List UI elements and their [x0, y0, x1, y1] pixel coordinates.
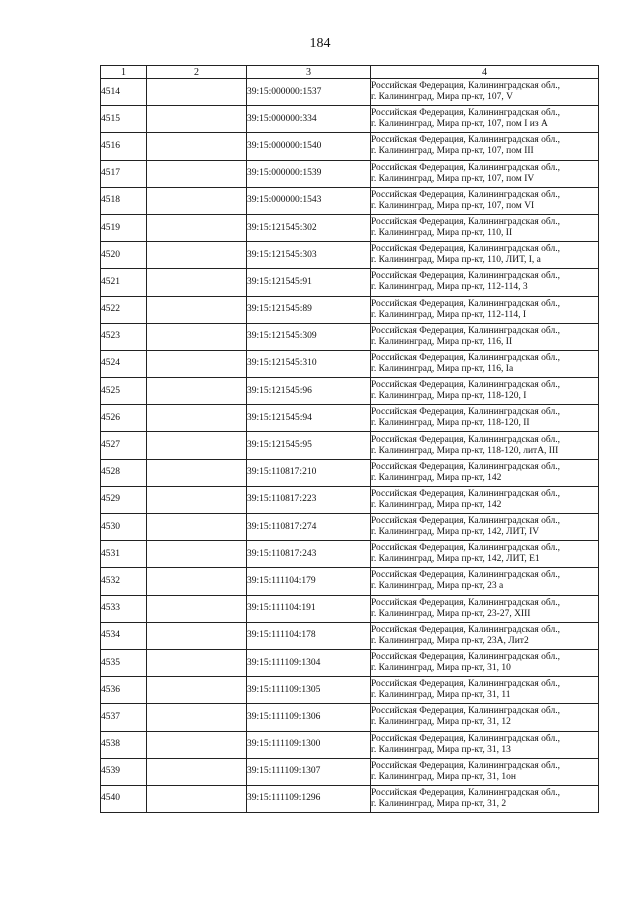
cadastral-number-cell: 39:15:121545:310: [247, 350, 371, 377]
address-line-2: г. Калининград, Мира пр-кт, 118-120, литА, III: [371, 445, 559, 456]
address-line-1: Российская Федерация, Калининградская обл.,: [371, 244, 560, 255]
cadastral-number-cell: 39:15:000000:334: [247, 106, 371, 133]
column-2-cell: [147, 459, 247, 486]
address-line-1: Российская Федерация, Калининградская обл.,: [371, 488, 560, 499]
address-line-1: Российская Федерация, Калининградская обл.,: [371, 352, 560, 363]
address-line-2: г. Калининград, Мира пр-кт, 31, 11: [371, 690, 511, 701]
table-row: [101, 323, 599, 350]
table-row: [101, 514, 599, 541]
address-line-2: г. Калининград, Мира пр-кт, 107, пом I из А: [371, 119, 548, 130]
address-line-2: г. Калининград, Мира пр-кт, 107, пом VI: [371, 200, 535, 211]
address-line-1: Российская Федерация, Калининградская обл.,: [371, 570, 560, 581]
address-line-2: г. Калининград, Мира пр-кт, 31, 13: [371, 744, 511, 755]
row-number-cell: 4524: [101, 350, 147, 377]
cadastral-number-cell: 39:15:000000:1540: [247, 133, 371, 160]
row-number-cell: 4516: [101, 133, 147, 160]
column-2-cell: [147, 133, 247, 160]
table-row: [101, 133, 599, 160]
column-2-cell: [147, 568, 247, 595]
header-cell-4: 4: [371, 66, 599, 79]
address-cell: [371, 541, 599, 568]
row-number-cell: 4532: [101, 568, 147, 595]
column-2-cell: [147, 541, 247, 568]
cadastral-number-cell: 39:15:111104:191: [247, 595, 371, 622]
row-number-cell: 4521: [101, 269, 147, 296]
column-2-cell: [147, 432, 247, 459]
column-2-cell: [147, 242, 247, 269]
table-row: [101, 568, 599, 595]
header-row: [101, 66, 599, 79]
row-number-cell: 4518: [101, 187, 147, 214]
column-2-cell: [147, 405, 247, 432]
address-line-1: Российская Федерация, Калининградская обл.,: [371, 189, 560, 200]
address-cell: [371, 785, 599, 812]
column-2-cell: [147, 704, 247, 731]
address-line-2: г. Калининград, Мира пр-кт, 112-114, 3: [371, 282, 528, 293]
cadastral-number-cell: 39:15:111104:178: [247, 622, 371, 649]
table-row: [101, 378, 599, 405]
address-line-2: г. Калининград, Мира пр-кт, 107, пом III: [371, 146, 534, 157]
table-row: [101, 160, 599, 187]
address-line-2: г. Калининград, Мира пр-кт, 116, II: [371, 336, 513, 347]
cadastral-number-cell: 39:15:121545:94: [247, 405, 371, 432]
cadastral-number-cell: 39:15:121545:89: [247, 296, 371, 323]
address-cell: [371, 405, 599, 432]
address-line-1: Российская Федерация, Калининградская обл.,: [371, 81, 560, 92]
cadastral-number-cell: 39:15:111109:1296: [247, 785, 371, 812]
row-number-cell: 4536: [101, 677, 147, 704]
row-number-cell: 4526: [101, 405, 147, 432]
row-number-cell: 4537: [101, 704, 147, 731]
address-line-2: г. Калининград, Мира пр-кт, 31, 1он: [371, 771, 516, 782]
cadastral-number-cell: 39:15:121545:95: [247, 432, 371, 459]
column-2-cell: [147, 79, 247, 106]
address-line-2: г. Калининград, Мира пр-кт, 142, ЛИТ, Е1: [371, 554, 540, 565]
row-number-cell: 4525: [101, 378, 147, 405]
address-line-1: Российская Федерация, Калининградская обл.,: [371, 652, 560, 663]
address-cell: [371, 79, 599, 106]
column-2-cell: [147, 731, 247, 758]
row-number-cell: 4534: [101, 622, 147, 649]
header-cell-2: 2: [147, 66, 247, 79]
cadastral-number-cell: 39:15:110817:210: [247, 459, 371, 486]
table-row: [101, 677, 599, 704]
cadastral-number-cell: 39:15:110817:274: [247, 514, 371, 541]
address-cell: [371, 106, 599, 133]
row-number-cell: 4517: [101, 160, 147, 187]
cadastral-number-cell: 39:15:121545:302: [247, 214, 371, 241]
column-2-cell: [147, 187, 247, 214]
table-body: [101, 79, 599, 813]
address-cell: [371, 514, 599, 541]
address-line-2: г. Калининград, Мира пр-кт, 23 а: [371, 581, 504, 592]
row-number-cell: 4527: [101, 432, 147, 459]
cadastral-number-cell: 39:15:000000:1537: [247, 79, 371, 106]
address-cell: [371, 296, 599, 323]
address-line-1: Российская Федерация, Калининградская обл.,: [371, 787, 560, 798]
address-cell: [371, 432, 599, 459]
address-line-2: г. Калининград, Мира пр-кт, 116, Iа: [371, 363, 514, 374]
address-line-2: г. Калининград, Мира пр-кт, 31, 10: [371, 663, 511, 674]
table-row: [101, 106, 599, 133]
column-2-cell: [147, 378, 247, 405]
address-line-1: Российская Федерация, Калининградская обл.,: [371, 624, 560, 635]
address-line-2: г. Калининград, Мира пр-кт, 107, пом IV: [371, 173, 535, 184]
table-row: [101, 296, 599, 323]
cadastral-number-cell: 39:15:000000:1543: [247, 187, 371, 214]
address-cell: [371, 731, 599, 758]
address-line-2: г. Калининград, Мира пр-кт, 31, 12: [371, 717, 511, 728]
column-2-cell: [147, 622, 247, 649]
column-2-cell: [147, 296, 247, 323]
table-row: [101, 269, 599, 296]
address-line-1: Российская Федерация, Калининградская обл.,: [371, 325, 560, 336]
column-2-cell: [147, 649, 247, 676]
row-number-cell: 4523: [101, 323, 147, 350]
address-cell: [371, 133, 599, 160]
column-2-cell: [147, 106, 247, 133]
table-row: [101, 785, 599, 812]
address-line-2: г. Калининград, Мира пр-кт, 31, 2: [371, 798, 507, 809]
address-line-1: Российская Федерация, Калининградская обл.,: [371, 543, 560, 554]
cadastral-number-cell: 39:15:121545:91: [247, 269, 371, 296]
address-line-1: Российская Федерация, Калининградская обл.,: [371, 380, 560, 391]
row-number-cell: 4519: [101, 214, 147, 241]
address-line-1: Российская Федерация, Калининградская обл.,: [371, 434, 560, 445]
address-line-2: г. Калининград, Мира пр-кт, 23-27, XIII: [371, 608, 531, 619]
cadastral-number-cell: 39:15:110817:223: [247, 486, 371, 513]
address-line-2: г. Калининград, Мира пр-кт, 112-114, I: [371, 309, 527, 320]
address-cell: [371, 350, 599, 377]
address-cell: [371, 187, 599, 214]
cadastral-number-cell: 39:15:121545:96: [247, 378, 371, 405]
table-row: [101, 758, 599, 785]
address-cell: [371, 323, 599, 350]
table-row: [101, 214, 599, 241]
address-line-1: Российская Федерация, Калининградская обл.,: [371, 461, 560, 472]
address-line-1: Российская Федерация, Калининградская обл.,: [371, 733, 560, 744]
row-number-cell: 4538: [101, 731, 147, 758]
cadastral-number-cell: 39:15:111109:1304: [247, 649, 371, 676]
column-2-cell: [147, 758, 247, 785]
page-number: 184: [309, 36, 331, 51]
row-number-cell: 4540: [101, 785, 147, 812]
address-cell: [371, 649, 599, 676]
registry-table: [100, 65, 599, 813]
table-row: [101, 79, 599, 106]
table-row: [101, 187, 599, 214]
header-cell-1: 1: [101, 66, 147, 79]
column-2-cell: [147, 269, 247, 296]
column-2-cell: [147, 214, 247, 241]
address-line-1: Российская Федерация, Калининградская обл.,: [371, 407, 560, 418]
table-row: [101, 405, 599, 432]
column-2-cell: [147, 677, 247, 704]
row-number-cell: 4533: [101, 595, 147, 622]
row-number-cell: 4529: [101, 486, 147, 513]
address-line-2: г. Калининград, Мира пр-кт, 142: [371, 499, 502, 510]
row-number-cell: 4530: [101, 514, 147, 541]
address-line-1: Российская Федерация, Калининградская обл.,: [371, 135, 560, 146]
address-line-2: г. Калининград, Мира пр-кт, 23А, Лит2: [371, 635, 529, 646]
address-line-2: г. Калининград, Мира пр-кт, 118-120, I: [371, 391, 527, 402]
address-cell: [371, 758, 599, 785]
address-line-1: Российская Федерация, Калининградская обл.,: [371, 298, 560, 309]
address-cell: [371, 568, 599, 595]
address-line-2: г. Калининград, Мира пр-кт, 107, V: [371, 92, 514, 103]
address-line-1: Российская Федерация, Калининградская обл.,: [371, 597, 560, 608]
address-line-2: г. Калининград, Мира пр-кт, 142, ЛИТ, IV: [371, 527, 540, 538]
row-number-cell: 4515: [101, 106, 147, 133]
column-2-cell: [147, 514, 247, 541]
cadastral-number-cell: 39:15:000000:1539: [247, 160, 371, 187]
cadastral-number-cell: 39:15:121545:309: [247, 323, 371, 350]
table-row: [101, 731, 599, 758]
address-cell: [371, 378, 599, 405]
address-line-2: г. Калининград, Мира пр-кт, 118-120, II: [371, 418, 530, 429]
table-row: [101, 622, 599, 649]
table-row: [101, 486, 599, 513]
cadastral-number-cell: 39:15:121545:303: [247, 242, 371, 269]
address-cell: [371, 486, 599, 513]
header-cell-3: 3: [247, 66, 371, 79]
row-number-cell: 4520: [101, 242, 147, 269]
column-2-cell: [147, 785, 247, 812]
table-row: [101, 432, 599, 459]
cadastral-number-cell: 39:15:111104:179: [247, 568, 371, 595]
column-2-cell: [147, 160, 247, 187]
address-line-2: г. Калининград, Мира пр-кт, 110, ЛИТ, I, а: [371, 255, 541, 266]
table-row: [101, 459, 599, 486]
column-2-cell: [147, 486, 247, 513]
column-2-cell: [147, 323, 247, 350]
row-number-cell: 4522: [101, 296, 147, 323]
address-line-2: г. Калининград, Мира пр-кт, 110, II: [371, 228, 513, 239]
address-line-1: Российская Федерация, Калининградская обл.,: [371, 217, 560, 228]
address-line-1: Российская Федерация, Калининградская обл.,: [371, 162, 560, 173]
row-number-cell: 4528: [101, 459, 147, 486]
address-line-1: Российская Федерация, Калининградская обл.,: [371, 516, 560, 527]
table-row: [101, 595, 599, 622]
table-row: [101, 649, 599, 676]
address-cell: [371, 160, 599, 187]
column-2-cell: [147, 350, 247, 377]
address-cell: [371, 242, 599, 269]
cadastral-number-cell: 39:15:111109:1300: [247, 731, 371, 758]
cadastral-number-cell: 39:15:111109:1305: [247, 677, 371, 704]
row-number-cell: 4535: [101, 649, 147, 676]
cadastral-number-cell: 39:15:111109:1306: [247, 704, 371, 731]
address-line-1: Российская Федерация, Калининградская обл.,: [371, 271, 560, 282]
table-row: [101, 704, 599, 731]
address-line-1: Российская Федерация, Калининградская обл.,: [371, 108, 560, 119]
address-line-1: Российская Федерация, Калининградская обл.,: [371, 679, 560, 690]
address-cell: [371, 595, 599, 622]
address-line-1: Российская Федерация, Калининградская обл.,: [371, 760, 560, 771]
address-cell: [371, 214, 599, 241]
table-row: [101, 350, 599, 377]
address-cell: [371, 704, 599, 731]
address-cell: [371, 459, 599, 486]
row-number-cell: 4514: [101, 79, 147, 106]
row-number-cell: 4539: [101, 758, 147, 785]
cadastral-number-cell: 39:15:111109:1307: [247, 758, 371, 785]
table-row: [101, 242, 599, 269]
address-cell: [371, 677, 599, 704]
row-number-cell: 4531: [101, 541, 147, 568]
address-line-1: Российская Федерация, Калининградская обл.,: [371, 706, 560, 717]
address-cell: [371, 622, 599, 649]
cadastral-number-cell: 39:15:110817:243: [247, 541, 371, 568]
table-row: [101, 541, 599, 568]
address-cell: [371, 269, 599, 296]
column-2-cell: [147, 595, 247, 622]
table-header: [101, 66, 599, 79]
address-line-2: г. Калининград, Мира пр-кт, 142: [371, 472, 502, 483]
